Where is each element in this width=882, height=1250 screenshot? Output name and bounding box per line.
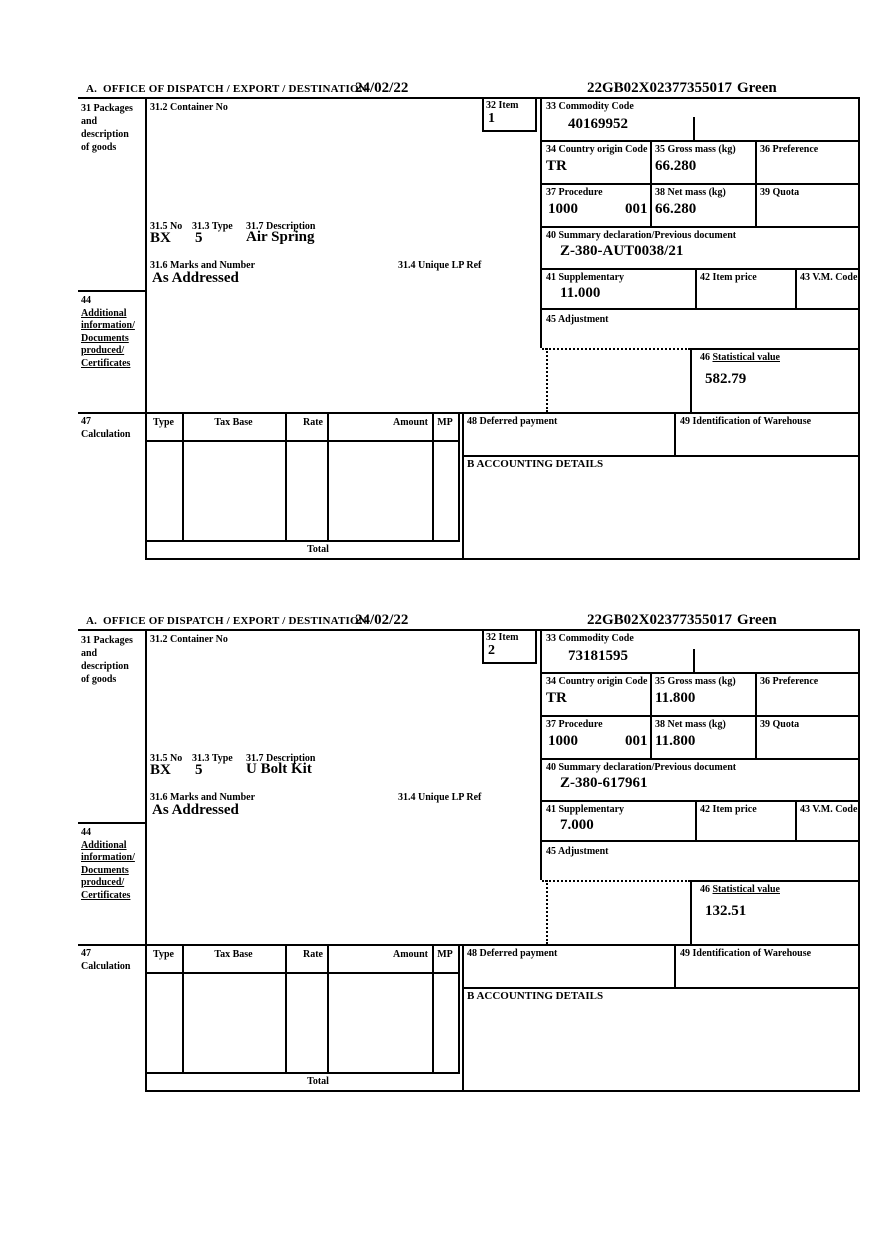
grid-line	[755, 140, 757, 226]
grid-line	[462, 944, 464, 1092]
grid-line	[285, 412, 287, 540]
box45-adjustment-label: 45 Adjustment	[546, 846, 609, 857]
box43-vm-code-label: 43 V.M. Code	[800, 272, 858, 283]
grid-line	[462, 455, 860, 457]
procedure-code-value: 1000	[548, 201, 578, 217]
box33-commodity-code-label: 33 Commodity Code	[546, 101, 634, 112]
commodity-code-divider	[693, 649, 695, 672]
box47-calculation-label: 47 Calculation	[81, 416, 131, 440]
dotted-grid-line	[542, 880, 690, 882]
grid-line	[540, 800, 860, 802]
calc-col-rate-header: Rate	[303, 949, 323, 960]
grid-line	[795, 800, 797, 840]
dotted-grid-line	[542, 348, 690, 350]
grid-line	[755, 672, 757, 758]
dotted-grid-line	[546, 348, 548, 412]
grid-line	[540, 840, 860, 842]
calc-col-amount-header: Amount	[392, 417, 428, 428]
calc-col-type-header: Type	[153, 417, 174, 428]
grid-line	[458, 944, 460, 1072]
grid-line	[145, 972, 460, 974]
grid-line	[690, 880, 692, 944]
item-box-right-line	[535, 97, 537, 130]
box31-5-no-label: 31.5 No	[150, 753, 183, 764]
grid-line	[540, 629, 542, 880]
box47-calculation-label: 47 Calculation	[81, 948, 131, 972]
box31-packages-label: 31 Packages and description of goods	[81, 103, 133, 153]
grid-line	[327, 412, 329, 540]
procedure-extension-value: 001	[625, 201, 648, 217]
calc-total-label: Total	[307, 1076, 329, 1087]
box32-item-label: 32 Item	[486, 100, 519, 111]
box37-procedure-label: 37 Procedure	[546, 187, 603, 198]
statistical-value: 582.79	[705, 371, 747, 387]
country-origin-value: TR	[546, 690, 567, 706]
box44-additional-information-label: 44 Additional information/ Documents produced/ Certificates	[81, 295, 135, 369]
box31-2-container-no-label: 31.2 Container No	[150, 634, 228, 645]
grid-line	[145, 1072, 460, 1074]
grid-line	[540, 226, 860, 228]
grid-line	[78, 822, 147, 824]
item-box-bottom-line	[482, 130, 537, 132]
box39-quota-label: 39 Quota	[760, 187, 800, 198]
marks-and-number-value: As Addressed	[152, 270, 239, 286]
box49-warehouse-label: 49 Identification of Warehouse	[680, 948, 812, 959]
calc-col-tax-base-header: Tax Base	[214, 417, 253, 428]
supplementary-units-value: 11.000	[560, 285, 601, 301]
box42-item-price-label: 42 Item price	[700, 804, 757, 815]
packages-type-value: 5	[195, 230, 203, 246]
box40-summary-declaration-label: 40 Summary declaration/Previous document	[546, 762, 737, 773]
grid-line	[462, 987, 860, 989]
calc-col-mp-header: MP	[437, 417, 453, 428]
calc-col-mp-header: MP	[437, 949, 453, 960]
grid-line	[540, 715, 860, 717]
box44-additional-information-label: 44 Additional information/ Documents produced/ Certificates	[81, 827, 135, 901]
declaration-grid	[78, 629, 860, 1092]
grid-line	[78, 290, 147, 292]
declaration-date: 24/02/22	[355, 612, 409, 628]
calc-total-label: Total	[307, 544, 329, 555]
box31-5-no-label: 31.5 No	[150, 221, 183, 232]
declaration-grid	[78, 97, 860, 560]
grid-line	[690, 348, 860, 350]
net-mass-value: 66.280	[655, 201, 697, 217]
box39-quota-label: 39 Quota	[760, 719, 800, 730]
calc-col-type-header: Type	[153, 949, 174, 960]
box32-item-label: 32 Item	[486, 632, 519, 643]
country-origin-value: TR	[546, 158, 567, 174]
item-box-right-line	[535, 629, 537, 662]
box38-net-mass-label: 38 Net mass (kg)	[655, 719, 726, 730]
goods-description-value: U Bolt Kit	[246, 761, 312, 777]
marks-and-number-value: As Addressed	[152, 802, 239, 818]
grid-line	[650, 140, 652, 226]
box41-supplementary-label: 41 Supplementary	[546, 804, 625, 815]
procedure-code-value: 1000	[548, 733, 578, 749]
declaration-reference: 22GB02X02377355017	[587, 80, 733, 96]
packages-type-value: 5	[195, 762, 203, 778]
declaration-reference: 22GB02X02377355017	[587, 612, 733, 628]
grid-line	[145, 97, 147, 560]
grid-line-top	[78, 629, 860, 631]
grid-line	[145, 629, 147, 1092]
commodity-code-divider	[693, 117, 695, 140]
dotted-grid-line	[546, 880, 548, 944]
net-mass-value: 11.800	[655, 733, 696, 749]
box41-supplementary-label: 41 Supplementary	[546, 272, 625, 283]
routing-status: Green	[737, 612, 777, 628]
box31-6-marks-label: 31.6 Marks and Number	[150, 792, 256, 803]
statistical-value: 132.51	[705, 903, 747, 919]
grid-line	[695, 800, 697, 840]
box31-3-type-label: 31.3 Type	[192, 753, 233, 764]
box43-vm-code-label: 43 V.M. Code	[800, 804, 858, 815]
item-number-value: 1	[488, 111, 495, 126]
packages-no-value: BX	[150, 762, 171, 778]
accounting-details-label: B ACCOUNTING DETAILS	[467, 990, 604, 1002]
goods-description-value: Air Spring	[246, 229, 315, 245]
grid-line	[285, 944, 287, 1072]
box48-deferred-payment-label: 48 Deferred payment	[467, 416, 558, 427]
grid-line	[182, 944, 184, 1072]
office-of-dispatch-header: A. OFFICE OF DISPATCH / EXPORT / DESTINATION	[86, 615, 367, 627]
box45-adjustment-label: 45 Adjustment	[546, 314, 609, 325]
item-box-left-line	[482, 97, 484, 130]
grid-line	[650, 672, 652, 758]
grid-line	[145, 540, 460, 542]
box35-gross-mass-label: 35 Gross mass (kg)	[655, 676, 736, 687]
calc-col-rate-header: Rate	[303, 417, 323, 428]
grid-line	[182, 412, 184, 540]
item-box-bottom-line	[482, 662, 537, 664]
box31-4-unique-lp-ref-label: 31.4 Unique LP Ref	[398, 792, 482, 803]
grid-line	[458, 412, 460, 540]
customs-declaration-item-form	[78, 80, 862, 560]
box46-statistical-value-label: 46 Statistical value	[700, 884, 780, 895]
declaration-date: 24/02/22	[355, 80, 409, 96]
box31-7-description-label: 31.7 Description	[246, 221, 316, 232]
box49-warehouse-label: 49 Identification of Warehouse	[680, 416, 812, 427]
calc-col-tax-base-header: Tax Base	[214, 949, 253, 960]
box48-deferred-payment-label: 48 Deferred payment	[467, 948, 558, 959]
packages-no-value: BX	[150, 230, 171, 246]
grid-line-top	[78, 97, 860, 99]
box42-item-price-label: 42 Item price	[700, 272, 757, 283]
box33-commodity-code-label: 33 Commodity Code	[546, 633, 634, 644]
grid-line	[540, 97, 542, 348]
item-number-value: 2	[488, 643, 495, 658]
commodity-code-value: 40169952	[568, 116, 628, 132]
summary-declaration-value: Z-380-617961	[560, 775, 648, 791]
box38-net-mass-label: 38 Net mass (kg)	[655, 187, 726, 198]
commodity-code-value: 73181595	[568, 648, 628, 664]
grid-line	[795, 268, 797, 308]
grid-line	[540, 183, 860, 185]
box36-preference-label: 36 Preference	[760, 144, 819, 155]
grid-line	[145, 440, 460, 442]
box31-7-description-label: 31.7 Description	[246, 753, 316, 764]
grid-line	[432, 944, 434, 1072]
box34-country-origin-label: 34 Country origin Code	[546, 676, 648, 687]
box31-2-container-no-label: 31.2 Container No	[150, 102, 228, 113]
grid-line	[695, 268, 697, 308]
office-of-dispatch-header: A. OFFICE OF DISPATCH / EXPORT / DESTINATION	[86, 83, 367, 95]
supplementary-units-value: 7.000	[560, 817, 594, 833]
summary-declaration-value: Z-380-AUT0038/21	[560, 243, 684, 259]
box40-summary-declaration-label: 40 Summary declaration/Previous document	[546, 230, 737, 241]
grid-line	[540, 308, 860, 310]
grid-line	[78, 944, 860, 946]
grid-line	[690, 348, 692, 412]
box46-statistical-value-label: 46 Statistical value	[700, 352, 780, 363]
routing-status: Green	[737, 80, 777, 96]
grid-line-right	[858, 97, 860, 560]
calc-col-amount-header: Amount	[392, 949, 428, 960]
grid-line	[690, 880, 860, 882]
box31-packages-label: 31 Packages and description of goods	[81, 635, 133, 685]
grid-line	[540, 672, 860, 674]
box31-3-type-label: 31.3 Type	[192, 221, 233, 232]
box36-preference-label: 36 Preference	[760, 676, 819, 687]
box37-procedure-label: 37 Procedure	[546, 719, 603, 730]
box31-4-unique-lp-ref-label: 31.4 Unique LP Ref	[398, 260, 482, 271]
grid-line-bottom	[145, 558, 860, 560]
gross-mass-value: 11.800	[655, 690, 696, 706]
procedure-extension-value: 001	[625, 733, 648, 749]
box31-6-marks-label: 31.6 Marks and Number	[150, 260, 256, 271]
grid-line	[674, 412, 676, 455]
grid-line-right	[858, 629, 860, 1092]
customs-declaration-item-form	[78, 612, 862, 1092]
grid-line	[540, 140, 860, 142]
gross-mass-value: 66.280	[655, 158, 697, 174]
item-box-left-line	[482, 629, 484, 662]
grid-line	[674, 944, 676, 987]
grid-line	[540, 758, 860, 760]
grid-line	[462, 412, 464, 560]
grid-line-bottom	[145, 1090, 860, 1092]
accounting-details-label: B ACCOUNTING DETAILS	[467, 458, 604, 470]
box34-country-origin-label: 34 Country origin Code	[546, 144, 648, 155]
box35-gross-mass-label: 35 Gross mass (kg)	[655, 144, 736, 155]
grid-line	[327, 944, 329, 1072]
grid-line	[78, 412, 860, 414]
grid-line	[540, 268, 860, 270]
grid-line	[432, 412, 434, 540]
